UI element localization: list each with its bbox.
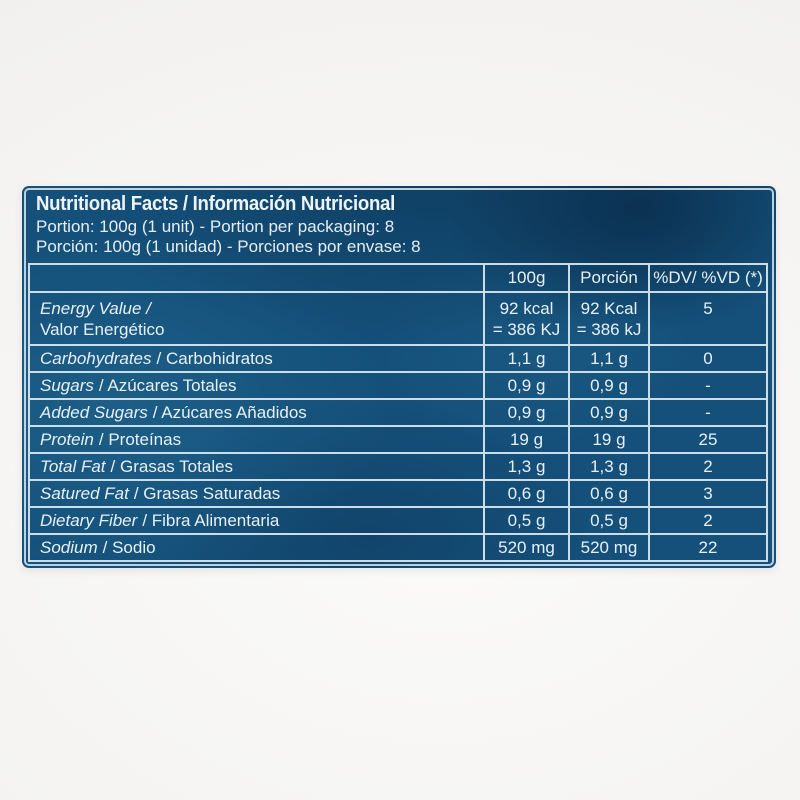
portion-line-en: Portion: 100g (1 unit) - Portion per packaging: 8 — [36, 217, 395, 236]
label-header — [36, 192, 762, 257]
nutrient-name-cell — [30, 427, 485, 452]
nutrient-name-spanish: / Sodio — [102, 537, 156, 557]
header-cell-daily-value: %DV/ %VD (*) — [653, 268, 763, 287]
nutrient-name-spanish: / Azúcares Totales — [98, 375, 237, 395]
value-per-100g-cell — [485, 454, 570, 479]
value-per-100g-cell — [485, 427, 570, 452]
value-per-portion-cell — [570, 454, 650, 479]
value-per-100g: 1,3 g — [507, 456, 546, 476]
value-per-portion-cell — [570, 535, 650, 560]
value-per-100g-cell — [485, 346, 570, 371]
daily-value-percent-cell: 2 — [703, 510, 713, 530]
nutrient-name-spanish: Valor Energético — [40, 319, 165, 339]
value-per-portion-cell — [570, 400, 650, 425]
nutrient-name-cell — [30, 400, 485, 425]
value-per-100g: 0,5 g — [507, 510, 546, 530]
header-cell-empty — [30, 265, 485, 291]
nutrient-name-spanish: / Grasas Totales — [110, 456, 234, 476]
table-row — [30, 454, 766, 481]
value-per-100g-kj: = 386 KJ — [492, 319, 561, 339]
daily-value-percent-cell: 0 — [703, 348, 713, 368]
value-per-portion: 0,9 g — [590, 375, 628, 395]
table-row — [30, 427, 766, 454]
value-per-100g: 520 mg — [498, 537, 555, 557]
nutrient-name-spanish: / Azúcares Añadidos — [152, 402, 307, 422]
value-per-100g: 1,1 g — [507, 348, 546, 368]
value-per-100g: 0,9 g — [507, 375, 546, 395]
daily-value-percent-cell: - — [705, 375, 711, 395]
value-per-portion-cell — [570, 481, 650, 506]
value-per-portion: 92 Kcal — [580, 298, 638, 318]
value-per-portion-cell — [570, 508, 650, 533]
nutrient-name-english: Added Sugars — [40, 402, 148, 422]
nutrient-name-english: Carbohydrates — [40, 348, 152, 368]
value-per-100g-cell — [485, 293, 570, 344]
table-row — [30, 346, 766, 373]
nutrient-name-cell — [30, 293, 485, 344]
value-per-portion-cell — [570, 373, 650, 398]
nutrient-name-cell — [30, 481, 485, 506]
value-per-portion-kj: = 386 kJ — [576, 319, 642, 339]
nutrition-label — [22, 186, 776, 568]
label-title: Nutritional Facts / Información Nutricional — [36, 193, 396, 215]
table-row — [30, 373, 766, 400]
value-per-100g-cell — [485, 535, 570, 560]
value-per-100g-cell — [485, 481, 570, 506]
nutrient-name-cell — [30, 346, 485, 371]
daily-value-percent-cell: 5 — [703, 299, 713, 318]
nutrient-name-english: Protein — [40, 429, 94, 449]
nutrient-name-cell — [30, 454, 485, 479]
value-per-portion: 1,3 g — [590, 456, 628, 476]
table-row — [30, 535, 766, 562]
nutrient-name-english: Satured Fat — [40, 483, 129, 503]
nutrient-name-cell — [30, 535, 485, 560]
nutrient-name-cell — [30, 373, 485, 398]
nutrient-name-english: Sugars — [40, 375, 94, 395]
value-per-portion: 0,6 g — [590, 483, 628, 503]
value-per-portion: 1,1 g — [590, 348, 628, 368]
value-per-portion: 19 g — [592, 429, 626, 449]
daily-value-percent-cell: 3 — [703, 483, 713, 503]
value-per-portion: 520 mg — [580, 537, 638, 557]
nutrient-name-english: Dietary Fiber — [40, 510, 138, 530]
value-per-100g: 0,9 g — [507, 402, 546, 422]
table-row — [30, 481, 766, 508]
value-per-100g: 19 g — [509, 429, 544, 449]
nutrient-name-spanish: / Proteínas — [98, 429, 182, 449]
value-per-portion-cell — [570, 427, 650, 452]
table-row — [30, 508, 766, 535]
value-per-100g: 0,6 g — [507, 483, 546, 503]
portion-line-es: Porción: 100g (1 unidad) - Porciones por envase: 8 — [36, 237, 421, 256]
value-per-portion-cell — [570, 293, 650, 344]
nutrient-name-spanish: / Fibra Alimentaria — [142, 510, 280, 530]
table-row — [30, 400, 766, 427]
nutrient-name-english: Sodium — [40, 537, 98, 557]
daily-value-percent-cell: - — [705, 402, 711, 422]
value-per-100g-cell — [485, 400, 570, 425]
nutrient-name-spanish: / Grasas Saturadas — [133, 483, 281, 503]
table-row — [30, 293, 766, 346]
nutrient-name-cell — [30, 508, 485, 533]
daily-value-percent-cell: 22 — [698, 537, 718, 557]
value-per-100g-cell — [485, 508, 570, 533]
value-per-portion: 0,9 g — [590, 402, 628, 422]
value-per-portion: 0,5 g — [590, 510, 628, 530]
table-body — [30, 293, 766, 562]
nutrient-name-spanish: / Carbohidratos — [156, 348, 273, 368]
daily-value-percent-cell: 25 — [698, 429, 718, 449]
value-per-100g: 92 kcal — [499, 298, 554, 318]
value-per-100g-cell — [485, 373, 570, 398]
daily-value-percent-cell: 2 — [703, 456, 713, 476]
header-cell-porcion: Porción — [570, 265, 650, 291]
nutrition-table — [28, 263, 768, 562]
table-header-row — [30, 265, 766, 293]
nutrient-name-english: Total Fat — [40, 456, 106, 476]
nutrient-name-english: Energy Value / — [40, 298, 151, 318]
value-per-portion-cell — [570, 346, 650, 371]
header-cell-100g: 100g — [485, 265, 570, 291]
